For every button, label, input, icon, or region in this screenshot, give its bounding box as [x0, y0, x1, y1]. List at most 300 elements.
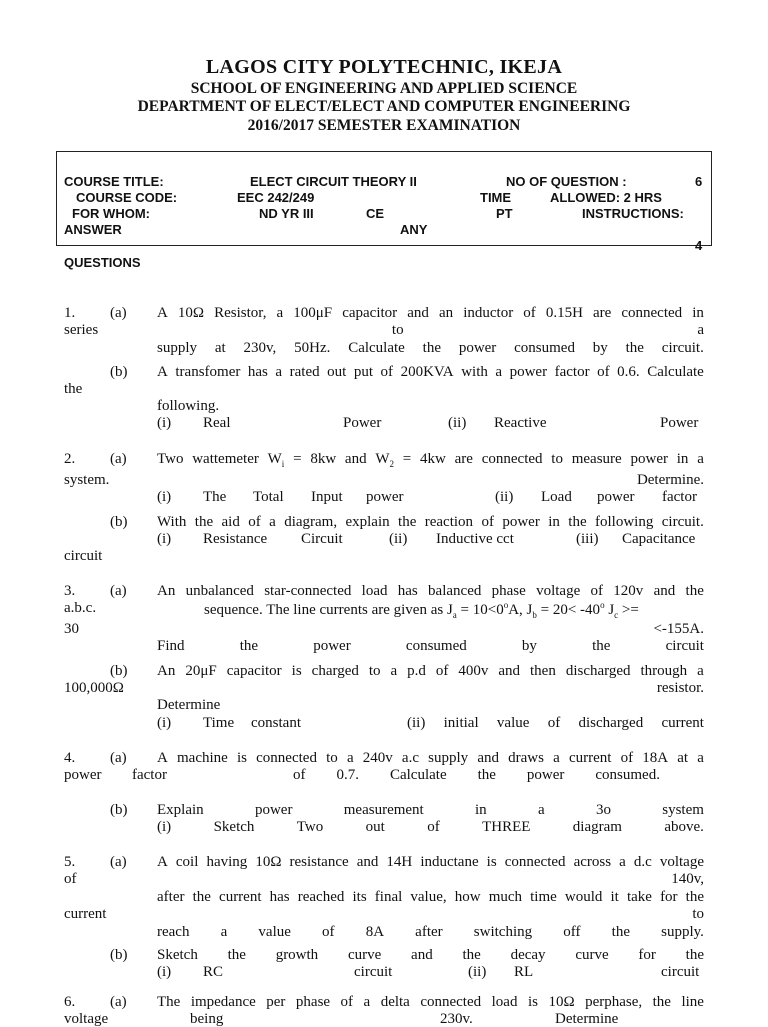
word: a: [697, 322, 704, 338]
word: the: [192, 889, 211, 905]
word: of: [248, 514, 261, 530]
q3-number: 3.: [64, 583, 76, 599]
q2-a-line2: [64, 473, 704, 488]
exam-session: 2016/2017 SEMESTER EXAMINATION: [247, 117, 521, 134]
word: 8A: [365, 924, 385, 940]
q1-b-power2: Power: [660, 415, 699, 431]
word: decay: [510, 947, 546, 963]
word: final: [374, 889, 403, 905]
q2-a-i: (i): [157, 489, 172, 505]
word: 120v: [613, 583, 644, 599]
word: circuit.: [661, 340, 704, 356]
word: charged: [311, 663, 359, 679]
word: and: [477, 750, 499, 766]
q1-a-line2: [64, 323, 704, 338]
q2-b-iii: (iii): [576, 531, 599, 547]
for-whom-pt: PT: [496, 206, 513, 221]
word: to: [326, 750, 338, 766]
course-title-value: ELECT CIRCUIT THEORY II: [250, 174, 417, 189]
word: then: [530, 663, 556, 679]
word: 100,000Ω: [64, 680, 124, 696]
word: by: [592, 340, 608, 356]
q1-b-power1: Power: [343, 415, 382, 431]
word: 10Ω: [177, 305, 205, 321]
q3-b-line4-right: (ii) initial value of discharged current: [407, 715, 704, 731]
q5-b-line1: [157, 948, 704, 963]
q1-b-line2: the: [64, 381, 83, 397]
word: the: [685, 583, 704, 599]
word: the: [611, 924, 630, 940]
word: line: [681, 994, 704, 1010]
word: power: [313, 638, 351, 654]
word: is: [291, 663, 302, 679]
word: of: [435, 663, 449, 679]
q4-a-label: (a): [110, 750, 127, 766]
word: the: [685, 947, 704, 963]
word: reach: [157, 924, 190, 940]
word: a: [346, 750, 354, 766]
word: Calculate: [348, 340, 405, 356]
word: a.c: [401, 750, 419, 766]
word: 10Ω: [255, 854, 282, 870]
word: 3ο: [595, 802, 611, 818]
q6-a-being: being: [190, 1011, 224, 1027]
q4-a-line2-right: of 0.7. Calculate the power consumed.: [293, 767, 660, 783]
word: current: [64, 906, 107, 922]
q4-b-line2: [157, 820, 704, 835]
word: a: [619, 854, 626, 870]
word: circuit.: [661, 514, 704, 530]
word: to: [692, 906, 704, 922]
time-label: TIME: [480, 190, 512, 205]
word: out: [365, 819, 385, 835]
word: put: [353, 364, 374, 380]
word: measurement: [343, 802, 424, 818]
word: 18A: [642, 750, 669, 766]
word: load: [491, 994, 518, 1010]
word: for: [638, 947, 656, 963]
word: factor: [554, 364, 590, 380]
q5-number: 5.: [64, 854, 76, 870]
word: is: [236, 750, 247, 766]
word: has: [269, 889, 290, 905]
word: inductor: [463, 305, 514, 321]
word: would: [564, 889, 603, 905]
q2-a-factor: factor: [662, 489, 697, 505]
q3-b-line1: [157, 664, 704, 679]
q3-a-label: (a): [110, 583, 127, 599]
word: are: [592, 305, 612, 321]
q6-a-voltage: voltage: [64, 1011, 109, 1027]
word: and: [498, 663, 521, 679]
q2-a-label: (a): [110, 451, 127, 467]
word: in: [548, 514, 560, 530]
q1-b-real: Real: [203, 415, 231, 431]
word: star-connected: [264, 583, 352, 599]
q1-b-line3: following.: [157, 398, 220, 414]
word: delta: [380, 994, 410, 1010]
word: 230v,: [243, 340, 277, 356]
q1-b-i: (i): [157, 415, 172, 431]
word: the: [239, 638, 259, 654]
word: an: [438, 305, 454, 321]
q2-b-line1: [157, 515, 704, 530]
word: the: [462, 947, 481, 963]
q2-b-resistance: Resistance: [203, 531, 268, 547]
word: the: [685, 889, 704, 905]
word: by: [521, 638, 537, 654]
word: Sketch: [157, 947, 198, 963]
word: value,: [410, 889, 447, 905]
q6-a-line1: [157, 995, 704, 1010]
word: across: [573, 854, 612, 870]
q4-a-factor: factor: [132, 767, 167, 783]
answer-label: ANSWER: [64, 222, 122, 237]
word: out: [327, 364, 347, 380]
word: voltage: [659, 854, 704, 870]
word: diagram,: [284, 514, 338, 530]
word: With: [157, 514, 187, 530]
word: of: [427, 819, 440, 835]
word: and: [407, 305, 429, 321]
word: load: [361, 583, 388, 599]
q6-a-determine: Determine: [555, 1011, 619, 1027]
word: consumed: [405, 638, 467, 654]
for-whom-label: FOR WHOM:: [72, 206, 150, 221]
word: and: [356, 854, 379, 870]
word: a: [390, 663, 398, 679]
q5-b-i: (i): [157, 964, 172, 980]
word: 200KVA: [400, 364, 454, 380]
word: A: [157, 364, 168, 380]
word: the: [227, 947, 246, 963]
q2-b-circuit: Circuit: [301, 531, 343, 547]
word: of: [523, 305, 536, 321]
q2-a-total: Total: [253, 489, 284, 505]
q5-b-rl: RL: [514, 964, 534, 980]
word: explain: [345, 514, 390, 530]
word: the: [194, 514, 214, 530]
word: a: [363, 994, 371, 1010]
word: and: [411, 947, 433, 963]
q5-b-circuit1: circuit: [354, 964, 393, 980]
no-of-question-label: NO OF QUESTION :: [506, 174, 627, 189]
word: of: [620, 750, 634, 766]
word: 400v: [458, 663, 489, 679]
q5-b-ii: (ii): [468, 964, 487, 980]
word: and: [653, 583, 676, 599]
word: diagram: [572, 819, 622, 835]
q4-a-line1: [157, 751, 704, 766]
institution-title: LAGOS CITY POLYTECHNIC, IKEJA: [205, 56, 563, 78]
word: off: [563, 924, 581, 940]
word: A: [157, 750, 168, 766]
q6-a-label: (a): [110, 994, 127, 1010]
q2-number: 2.: [64, 451, 76, 467]
time-allowed: ALLOWED: 2 HRS: [550, 190, 662, 205]
word: power: [458, 340, 497, 356]
word: machine: [177, 750, 228, 766]
q5-b-label: (b): [110, 947, 128, 963]
word: <-155A.: [653, 621, 704, 637]
word: Determine.: [636, 472, 704, 488]
q3-b-line2: [64, 681, 704, 696]
word: capacitor: [342, 305, 398, 321]
q2-b-inductive: Inductive cct: [436, 531, 514, 547]
word: a: [495, 364, 503, 380]
word: Calculate: [647, 364, 704, 380]
word: 100μF: [293, 305, 333, 321]
q5-a-line2: [64, 872, 704, 887]
word: a: [697, 750, 704, 766]
word: 240v: [362, 750, 393, 766]
word: A: [157, 305, 168, 321]
answer-count: 4: [695, 238, 703, 253]
q5-a-line5: [157, 925, 704, 940]
word: it: [610, 889, 619, 905]
word: An: [157, 663, 176, 679]
q3-b-time: Time: [203, 715, 235, 731]
word: current: [219, 889, 262, 905]
word: p.d: [407, 663, 426, 679]
word: coil: [175, 854, 199, 870]
q4-b-line1: [157, 803, 704, 818]
word: transfomer: [175, 364, 241, 380]
q3-a-line2: sequence. The line currents are given as $J_a = 10<0^oA$, $J_b = 20< -40^o$ $J_c$ >=: [204, 600, 639, 620]
word: the: [625, 340, 644, 356]
q5-a-line1: [157, 855, 704, 870]
word: in: [475, 802, 487, 818]
word: with: [461, 364, 488, 380]
q5-b-rc: RC: [203, 964, 224, 980]
word: connected: [621, 305, 683, 321]
department-title: DEPARTMENT OF ELECT/ELECT AND COMPUTER ENGINEERING: [137, 98, 631, 115]
word: circuit: [665, 638, 704, 654]
word: much: [488, 889, 523, 905]
word: phase: [491, 583, 526, 599]
q2-a-load: Load: [541, 489, 572, 505]
word: curve: [575, 947, 609, 963]
word: system.: [64, 472, 110, 488]
q1-a-label: (a): [110, 305, 127, 321]
word: at: [214, 340, 226, 356]
q3-b-line3: Determine: [157, 697, 221, 713]
q2-a-the: The: [203, 489, 227, 505]
word: resistance: [289, 854, 349, 870]
word: 140v,: [671, 871, 704, 887]
q2-a-input: Input: [311, 489, 343, 505]
word: a: [537, 802, 545, 818]
no-of-question-value: 6: [695, 174, 703, 189]
word: its: [352, 889, 367, 905]
word: Find: [157, 638, 185, 654]
course-code-label: COURSE CODE:: [76, 190, 178, 205]
q3-a-abc: a.b.c.: [64, 600, 97, 616]
word: is: [527, 994, 538, 1010]
q5-a-line4: [64, 907, 704, 922]
word: has: [247, 364, 268, 380]
word: phase: [295, 994, 331, 1010]
word: the: [568, 514, 587, 530]
word: growth: [275, 947, 319, 963]
q4-b-label: (b): [110, 802, 128, 818]
word: Two: [296, 819, 324, 835]
q2-b-label: (b): [110, 514, 128, 530]
word: has: [397, 583, 418, 599]
word: a: [276, 305, 284, 321]
word: value: [258, 924, 291, 940]
word: system: [662, 802, 704, 818]
word: switching: [473, 924, 533, 940]
course-code-value: EEC 242/249: [237, 190, 315, 205]
word: reaction: [424, 514, 474, 530]
word: curve: [347, 947, 382, 963]
q3-b-constant: constant: [251, 715, 301, 731]
word: of: [380, 364, 394, 380]
word: after: [415, 924, 443, 940]
word: 20μF: [185, 663, 217, 679]
word: take: [626, 889, 652, 905]
q5-a-line3: [157, 890, 704, 905]
word: a: [553, 750, 560, 766]
word: (i): [157, 819, 172, 835]
word: a: [269, 514, 276, 530]
word: connected: [504, 854, 566, 870]
for-whom-value: ND YR III: [259, 206, 314, 221]
word: of: [322, 924, 335, 940]
q6-a-230v: 230v.: [440, 1011, 473, 1027]
word: time: [530, 889, 557, 905]
word: of: [64, 871, 77, 887]
word: supply: [157, 340, 198, 356]
word: supply.: [661, 924, 704, 940]
q1-b-line1: [157, 365, 704, 380]
q1-a-line3: [157, 341, 704, 356]
word: 10Ω: [548, 994, 575, 1010]
word: through: [640, 663, 688, 679]
word: power: [502, 514, 540, 530]
instructions-label: INSTRUCTIONS:: [582, 206, 684, 221]
q2-b-capacitance: Capacitance: [622, 531, 696, 547]
word: 50Hz.: [294, 340, 331, 356]
word: is: [486, 854, 497, 870]
word: at: [677, 750, 689, 766]
word: having: [206, 854, 248, 870]
word: power: [254, 802, 293, 818]
word: rated: [289, 364, 320, 380]
word: connected: [420, 994, 482, 1010]
word: reached: [297, 889, 345, 905]
q2-b-ii: (ii): [389, 531, 408, 547]
word: the: [398, 514, 417, 530]
q1-b-label: (b): [110, 364, 128, 380]
word: of: [590, 583, 604, 599]
word: of: [481, 514, 494, 530]
q2-a-power2: power: [597, 489, 635, 505]
word: how: [454, 889, 481, 905]
school-title: SCHOOL OF ENGINEERING AND APPLIED SCIENCE: [190, 80, 578, 97]
q3-b-i: (i): [157, 715, 172, 731]
word: power: [509, 364, 548, 380]
word: for: [660, 889, 678, 905]
word: perphase,: [585, 994, 643, 1010]
word: draws: [508, 750, 544, 766]
q3-b-label: (b): [110, 663, 128, 679]
q1-number: 1.: [64, 305, 76, 321]
q4-number: 4.: [64, 750, 76, 766]
word: resistor.: [656, 680, 704, 696]
q4-a-power: power: [64, 767, 102, 783]
q2-b-i: (i): [157, 531, 172, 547]
word: above.: [664, 819, 704, 835]
word: discharged: [565, 663, 631, 679]
q5-b-circuit2: circuit: [661, 964, 700, 980]
word: connected: [256, 750, 317, 766]
q2-b-line3: circuit: [64, 548, 103, 564]
word: THREE: [482, 819, 531, 835]
word: d.c: [633, 854, 652, 870]
q1-b-ii: (ii): [448, 415, 467, 431]
word: of: [340, 994, 354, 1010]
for-whom-ce: CE: [366, 206, 385, 221]
word: a: [220, 924, 228, 940]
word: of: [597, 364, 610, 380]
word: in: [692, 305, 704, 321]
word: consumed: [514, 340, 575, 356]
word: Explain: [157, 802, 204, 818]
word: a: [697, 663, 704, 679]
q5-a-label: (a): [110, 854, 127, 870]
word: 14H: [386, 854, 413, 870]
word: unbalanced: [185, 583, 254, 599]
q3-a-line4: [157, 639, 704, 654]
q3-a-line3: [64, 622, 704, 637]
word: The: [157, 994, 181, 1010]
word: the: [592, 638, 611, 654]
word: balanced: [428, 583, 482, 599]
word: per: [266, 994, 286, 1010]
word: to: [391, 322, 404, 338]
answer-any: ANY: [400, 222, 428, 237]
word: aid: [221, 514, 240, 530]
word: A: [157, 854, 168, 870]
word: 0.6.: [617, 364, 640, 380]
word: a: [275, 364, 283, 380]
word: after: [157, 889, 185, 905]
word: current: [568, 750, 612, 766]
q2-a-ii: (ii): [495, 489, 514, 505]
q2-a-power: power: [366, 489, 404, 505]
q3-a-line1: [157, 584, 704, 599]
word: 0.15H: [545, 305, 583, 321]
word: series: [64, 322, 99, 338]
word: 30: [64, 621, 79, 637]
word: the: [422, 340, 441, 356]
q2-a-line1: Two wattemeter $W_i$ = 8kw and $W_2$ = 4kw are connected to measure power in a: [157, 451, 704, 469]
word: Resistor,: [214, 305, 267, 321]
word: capacitor: [226, 663, 282, 679]
word: to: [368, 663, 381, 679]
word: the: [652, 994, 671, 1010]
word: supply: [428, 750, 469, 766]
q6-number: 6.: [64, 994, 76, 1010]
q1-a-line1: [157, 306, 704, 321]
q1-b-reactive: Reactive: [494, 415, 547, 431]
word: An: [157, 583, 176, 599]
word: voltage: [536, 583, 581, 599]
course-title-label: COURSE TITLE:: [64, 174, 164, 189]
word: impedance: [190, 994, 256, 1010]
